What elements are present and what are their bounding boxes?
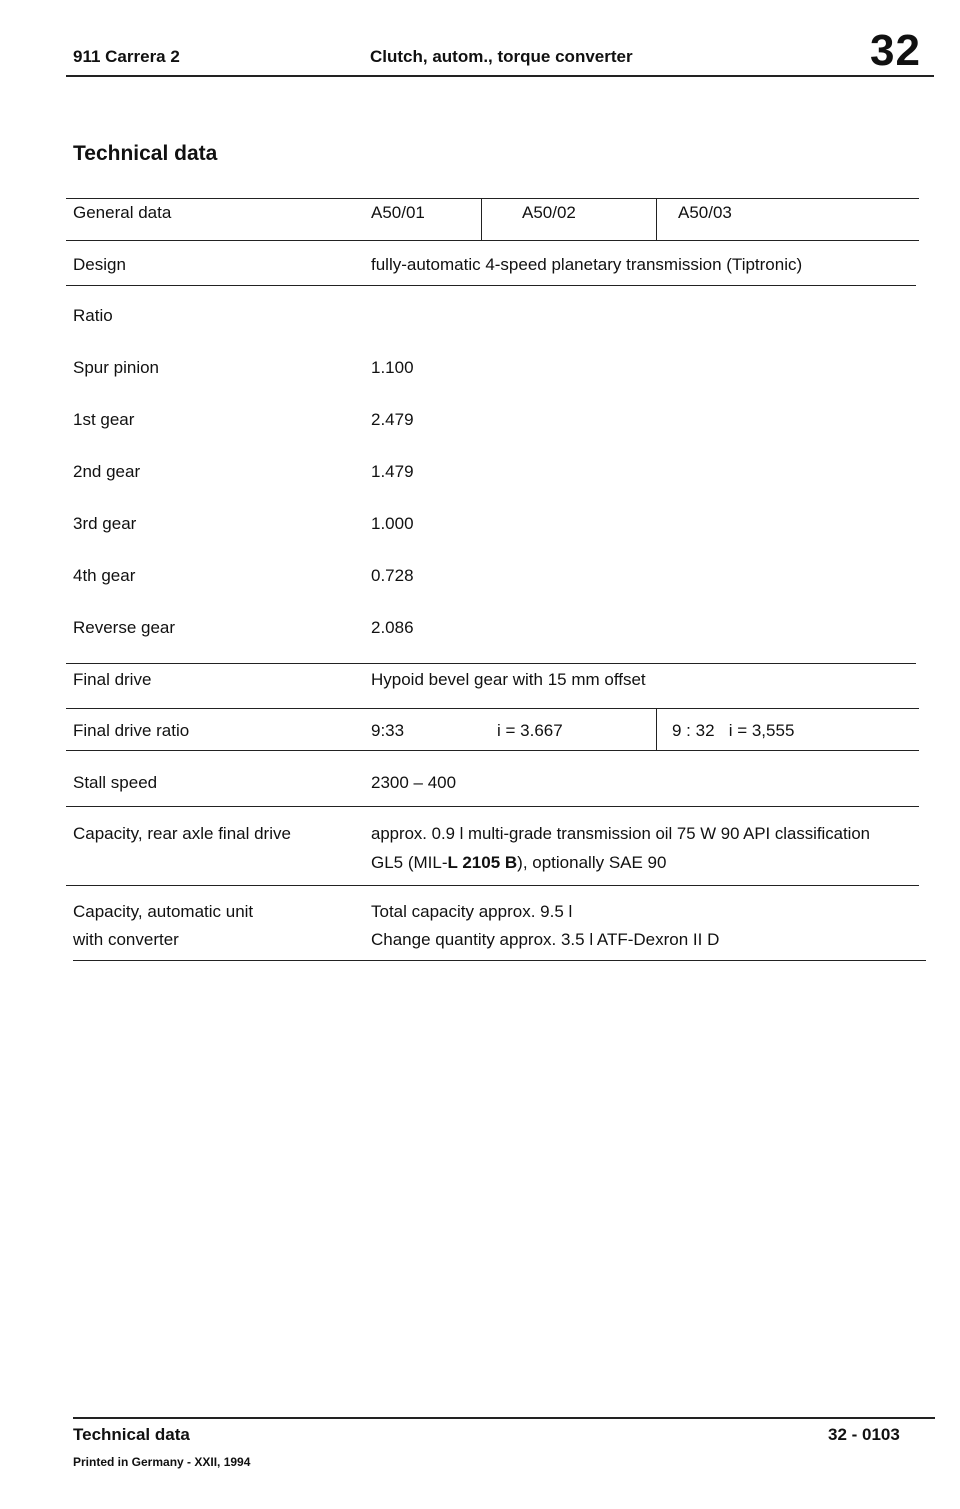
ratio-row-value: 1.479: [371, 462, 414, 481]
stall-speed-label: Stall speed: [73, 773, 158, 792]
capacity-rear-line2-c: ), optionally SAE 90: [517, 853, 667, 872]
design-label: Design: [73, 255, 126, 274]
footer-rule: [73, 1417, 935, 1419]
final-drive-label: Final drive: [73, 670, 152, 689]
ratio-row-label: Reverse gear: [73, 618, 176, 637]
ratio-row-value: 2.086: [371, 618, 414, 637]
header-model: 911 Carrera 2: [73, 47, 180, 66]
table-rule: [66, 285, 916, 286]
general-col3: A50/03: [678, 203, 732, 222]
ratio-label: Ratio: [73, 306, 113, 325]
ratio-row-label: Spur pinion: [73, 358, 160, 377]
capacity-auto-line1: Total capacity approx. 9.5 l: [371, 902, 573, 921]
header-rule: [66, 75, 934, 77]
table-rule: [66, 240, 919, 241]
header-chapter-title: Clutch, autom., torque converter: [370, 47, 633, 66]
ratio-row-value: 2.479: [371, 410, 414, 429]
final-drive-ratio-v1: 9:33: [371, 721, 405, 740]
table-rule: [73, 960, 926, 961]
capacity-auto-label1: Capacity, automatic unit: [73, 902, 254, 921]
capacity-rear-line2: [371, 853, 666, 873]
table-rule: [66, 885, 919, 886]
footer-title: Technical data: [73, 1425, 190, 1444]
capacity-auto-label2: with converter: [73, 930, 179, 949]
final-drive-ratio-v2: i = 3.667: [497, 721, 563, 740]
capacity-rear-line2-spec: L 2105 B: [447, 853, 518, 872]
ratio-row-label: 1st gear: [73, 410, 135, 429]
footer-page-number: 32 - 0103: [828, 1425, 900, 1444]
column-divider: [481, 198, 482, 240]
table-rule: [66, 198, 919, 199]
general-col2: A50/02: [522, 203, 576, 222]
table-rule: [66, 708, 919, 709]
page-title: Technical data: [73, 142, 218, 165]
general-col1: A50/01: [371, 203, 425, 222]
ratio-row-value: 1.100: [371, 358, 414, 377]
final-drive-value: Hypoid bevel gear with 15 mm offset: [371, 670, 646, 689]
capacity-rear-line1: approx. 0.9 l multi-grade transmission oil 75 W 90 API classification: [371, 824, 870, 843]
design-value: fully-automatic 4-speed planetary transmission (Tiptronic): [371, 255, 803, 274]
chapter-number: 32: [870, 26, 921, 75]
table-rule: [66, 750, 919, 751]
footer-printed: Printed in Germany - XXII, 1994: [73, 1455, 251, 1469]
stall-speed-value: 2300 – 400: [371, 773, 457, 792]
table-rule: [66, 806, 919, 807]
general-data-label: General data: [73, 203, 172, 222]
ratio-row-value: 0.728: [371, 566, 414, 585]
ratio-row-value: 1.000: [371, 514, 414, 533]
ratio-row-label: 4th gear: [73, 566, 136, 585]
capacity-rear-label: Capacity, rear axle final drive: [73, 824, 291, 843]
final-drive-ratio-v3: 9 : 32 i = 3,555: [672, 721, 795, 740]
ratio-row-label: 2nd gear: [73, 462, 141, 481]
table-rule: [66, 663, 916, 664]
column-divider: [656, 708, 657, 750]
ratio-row-label: 3rd gear: [73, 514, 137, 533]
capacity-auto-line2: Change quantity approx. 3.5 l ATF-Dexron II D: [371, 930, 720, 949]
capacity-rear-line2-a: GL5 (MIL-: [371, 853, 448, 872]
final-drive-ratio-label: Final drive ratio: [73, 721, 190, 740]
column-divider: [656, 198, 657, 240]
